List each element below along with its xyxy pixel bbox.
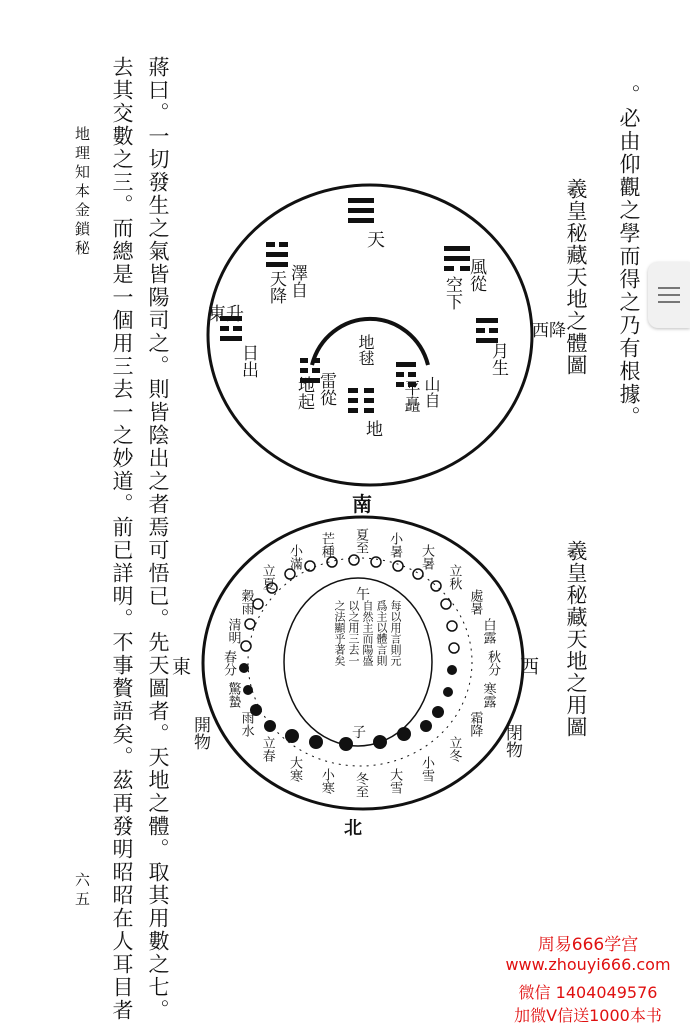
ring-term-label: 立秋 bbox=[446, 563, 462, 590]
d2-label-west: 西 bbox=[520, 656, 540, 678]
d2-center-top: 午 bbox=[356, 587, 370, 603]
d1-label-lake-a: 澤自 bbox=[287, 264, 307, 298]
ring-term-label: 夏至 bbox=[353, 528, 368, 554]
ring-term-label: 處暑 bbox=[467, 589, 483, 615]
d1-label-thunder-a: 雷從 bbox=[316, 372, 336, 406]
watermark-line-4: 加微V信送1000本书 bbox=[514, 1006, 662, 1025]
ring-term-label: 小寒 bbox=[318, 767, 334, 794]
d2-center-line-3: 自然主而陽盛 bbox=[361, 600, 374, 666]
d2-label-north: 北 bbox=[344, 818, 362, 839]
ring-term-label: 秋分 bbox=[485, 650, 500, 676]
ring-term-label: 小雪 bbox=[419, 755, 434, 782]
d1-label-moon: 月生 bbox=[488, 342, 508, 376]
d2-center-text bbox=[312, 600, 402, 730]
diagram1-title: 羲皇秘藏天地之體圖 bbox=[564, 178, 588, 376]
d1-label-globe: 地毬 bbox=[356, 334, 375, 366]
d2-label-open: 開物 bbox=[190, 716, 210, 750]
ring-term-label: 寒露 bbox=[480, 681, 496, 708]
watermark-line-3: 微信 1404049576 bbox=[518, 983, 658, 1002]
ring-term-label: 霜降 bbox=[467, 711, 483, 737]
d2-center-line-2: 爲主以體言則 bbox=[375, 600, 388, 666]
side-book-title: 地理知本金鎖秘 bbox=[73, 126, 91, 259]
trigram-right bbox=[476, 318, 498, 343]
d1-label-mountain-a: 山自 bbox=[422, 376, 441, 408]
d1-label-heaven: 天 bbox=[364, 230, 385, 248]
trigram-bottom bbox=[348, 388, 374, 413]
ring-term-label: 穀雨 bbox=[238, 589, 254, 615]
ring-term-label: 小暑 bbox=[387, 532, 403, 559]
menu-lines-icon bbox=[658, 286, 680, 304]
ring-term-label: 立夏 bbox=[259, 563, 275, 590]
diagram2-title: 羲皇秘藏天地之用圖 bbox=[564, 540, 588, 738]
d2-label-south: 南 bbox=[352, 492, 372, 516]
text-column-2: 蔣曰。一切發生之氣皆陽司之。則皆陰出之者焉可悟已。先天圖者。天地之體。取其用數之七。 bbox=[146, 56, 170, 1022]
d2-center-line-5: 之法顯乎著矣 bbox=[333, 600, 346, 666]
ring-term-label: 冬至 bbox=[353, 772, 368, 798]
ring-term-label: 芒種 bbox=[318, 532, 334, 559]
d2-label-east: 東 bbox=[172, 656, 192, 678]
ring-term-label: 小滿 bbox=[287, 544, 302, 571]
watermark-line-2: www.zhouyi666.com bbox=[505, 955, 671, 974]
d1-label-wind-a: 風從 bbox=[466, 258, 486, 292]
ring-term-label: 立冬 bbox=[446, 736, 462, 763]
ring-term-label: 白露 bbox=[480, 618, 496, 645]
text-column-1: 。必由仰觀之學而得之乃有根據。 bbox=[617, 84, 641, 429]
d1-label-earth: 地 bbox=[362, 420, 382, 437]
watermark-line-1: 周易666学宫 bbox=[537, 935, 639, 955]
ring-term-label: 清明 bbox=[225, 618, 241, 645]
d2-center-line-1: 每以用言則元 bbox=[389, 600, 402, 666]
trigram-top bbox=[348, 198, 374, 223]
ring-term-label: 驚蟄 bbox=[225, 681, 241, 708]
ring-term-label: 大暑 bbox=[419, 544, 434, 571]
ring-term-label: 大雪 bbox=[387, 767, 403, 794]
d1-label-east-rise: 東升 bbox=[208, 304, 244, 325]
d1-label-sun: 日出 bbox=[238, 344, 258, 378]
d2-center-line-4: 以之用三去一 bbox=[347, 600, 360, 666]
ring-term-label: 春分 bbox=[221, 650, 236, 676]
scroll-menu-button[interactable] bbox=[648, 262, 690, 328]
d1-label-mountain-b: 平矗 bbox=[402, 380, 421, 412]
page-number: 六五 bbox=[73, 872, 91, 910]
d2-label-close: 閉物 bbox=[502, 724, 522, 758]
ring-term-label: 大寒 bbox=[287, 755, 302, 782]
text-column-3: 去其交數之三。而總是一個用三去一之妙道。前已詳明。不事贅語矣。茲再發明昭昭在人耳目者 bbox=[110, 56, 134, 1022]
d1-label-west-fall: 西降 bbox=[532, 321, 566, 341]
d1-label-wind-b: 空下 bbox=[442, 276, 462, 310]
d2-center-bottom: 子 bbox=[352, 725, 366, 741]
ring-term-label: 雨水 bbox=[238, 711, 254, 737]
ring-term-label: 立春 bbox=[259, 736, 275, 763]
d1-label-lake-b: 天降 bbox=[266, 270, 286, 304]
d1-label-thunder-b: 地起 bbox=[294, 376, 314, 410]
